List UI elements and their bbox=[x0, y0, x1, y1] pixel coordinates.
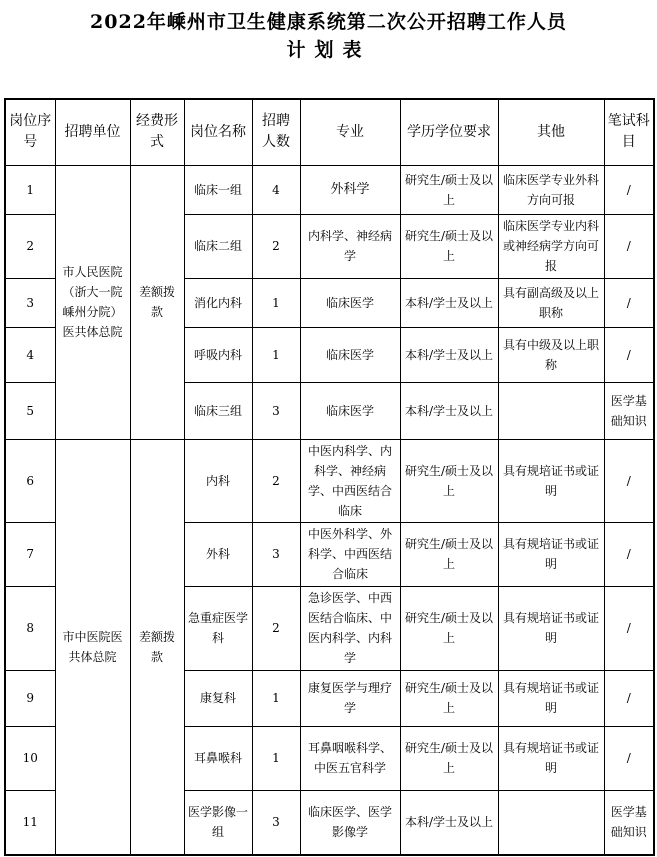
cell-funding: 差额拨款 bbox=[130, 439, 184, 855]
cell-other: 临床医学专业内科或神经病学方向可报 bbox=[498, 214, 604, 278]
cell-post: 消化内科 bbox=[184, 278, 252, 327]
cell-post: 外科 bbox=[184, 522, 252, 586]
cell-exam: / bbox=[604, 165, 654, 214]
cell-edu: 本科/学士及以上 bbox=[400, 327, 498, 382]
table-row bbox=[5, 439, 654, 522]
cell-exam: / bbox=[604, 327, 654, 382]
cell-edu: 研究生/硕士及以上 bbox=[400, 214, 498, 278]
cell-count: 3 bbox=[252, 382, 300, 439]
cell-major: 临床医学 bbox=[300, 327, 400, 382]
cell-count: 2 bbox=[252, 439, 300, 522]
cell-exam: / bbox=[604, 278, 654, 327]
header-unit: 招聘单位 bbox=[55, 99, 130, 165]
table-row bbox=[5, 165, 654, 214]
cell-other: 具有规培证书或证明 bbox=[498, 586, 604, 670]
cell-count: 3 bbox=[252, 522, 300, 586]
cell-post: 耳鼻喉科 bbox=[184, 726, 252, 790]
cell-post: 医学影像一组 bbox=[184, 790, 252, 855]
cell-other: 具有规培证书或证明 bbox=[498, 726, 604, 790]
header-seq: 岗位序号 bbox=[5, 99, 55, 165]
cell-exam: / bbox=[604, 586, 654, 670]
cell-count: 1 bbox=[252, 726, 300, 790]
cell-major: 康复医学与理疗学 bbox=[300, 670, 400, 726]
cell-exam: / bbox=[604, 670, 654, 726]
cell-other: 具有规培证书或证明 bbox=[498, 522, 604, 586]
cell-count: 4 bbox=[252, 165, 300, 214]
cell-edu: 研究生/硕士及以上 bbox=[400, 439, 498, 522]
cell-count: 1 bbox=[252, 670, 300, 726]
cell-edu: 研究生/硕士及以上 bbox=[400, 586, 498, 670]
cell-major: 外科学 bbox=[300, 165, 400, 214]
cell-count: 1 bbox=[252, 278, 300, 327]
cell-edu: 本科/学士及以上 bbox=[400, 790, 498, 855]
cell-exam: / bbox=[604, 439, 654, 522]
cell-seq: 8 bbox=[5, 586, 55, 670]
cell-exam: 医学基础知识 bbox=[604, 382, 654, 439]
header-major: 专业 bbox=[300, 99, 400, 165]
cell-post: 呼吸内科 bbox=[184, 327, 252, 382]
cell-seq: 10 bbox=[5, 726, 55, 790]
cell-major: 急诊医学、中西医结合临床、中医内科学、内科学 bbox=[300, 586, 400, 670]
cell-post: 临床一组 bbox=[184, 165, 252, 214]
cell-exam: / bbox=[604, 726, 654, 790]
header-edu: 学历学位要求 bbox=[400, 99, 498, 165]
cell-other bbox=[498, 382, 604, 439]
cell-seq: 5 bbox=[5, 382, 55, 439]
cell-other bbox=[498, 790, 604, 855]
cell-other: 具有规培证书或证明 bbox=[498, 670, 604, 726]
cell-other: 具有副高级及以上职称 bbox=[498, 278, 604, 327]
cell-post: 康复科 bbox=[184, 670, 252, 726]
cell-major: 临床医学、医学影像学 bbox=[300, 790, 400, 855]
header-funding: 经费形式 bbox=[130, 99, 184, 165]
cell-edu: 本科/学士及以上 bbox=[400, 382, 498, 439]
cell-major: 中医外科学、外科学、中西医结合临床 bbox=[300, 522, 400, 586]
cell-post: 临床二组 bbox=[184, 214, 252, 278]
cell-seq: 4 bbox=[5, 327, 55, 382]
cell-edu: 研究生/硕士及以上 bbox=[400, 670, 498, 726]
cell-seq: 11 bbox=[5, 790, 55, 855]
cell-unit: 市人民医院（浙大一院嵊州分院）医共体总院 bbox=[55, 165, 130, 439]
cell-post: 临床三组 bbox=[184, 382, 252, 439]
cell-exam: / bbox=[604, 214, 654, 278]
cell-edu: 本科/学士及以上 bbox=[400, 278, 498, 327]
cell-seq: 1 bbox=[5, 165, 55, 214]
cell-other: 具有中级及以上职称 bbox=[498, 327, 604, 382]
cell-post: 急重症医学科 bbox=[184, 586, 252, 670]
cell-edu: 研究生/硕士及以上 bbox=[400, 522, 498, 586]
page-subtitle: 计划表 bbox=[286, 39, 371, 61]
cell-funding: 差额拨款 bbox=[130, 165, 184, 439]
cell-seq: 9 bbox=[5, 670, 55, 726]
header-post: 岗位名称 bbox=[184, 99, 252, 165]
recruitment-plan-table bbox=[4, 98, 655, 856]
cell-edu: 研究生/硕士及以上 bbox=[400, 165, 498, 214]
header-count: 招聘人数 bbox=[252, 99, 300, 165]
cell-other: 具有规培证书或证明 bbox=[498, 439, 604, 522]
cell-edu: 研究生/硕士及以上 bbox=[400, 726, 498, 790]
cell-count: 3 bbox=[252, 790, 300, 855]
header-row bbox=[5, 99, 654, 165]
cell-exam: / bbox=[604, 522, 654, 586]
cell-post: 内科 bbox=[184, 439, 252, 522]
cell-other: 临床医学专业外科方向可报 bbox=[498, 165, 604, 214]
cell-seq: 3 bbox=[5, 278, 55, 327]
header-other: 其他 bbox=[498, 99, 604, 165]
cell-exam: 医学基础知识 bbox=[604, 790, 654, 855]
cell-major: 耳鼻咽喉科学、中医五官科学 bbox=[300, 726, 400, 790]
cell-count: 1 bbox=[252, 327, 300, 382]
page-title: 2022年嵊州市卫生健康系统第二次公开招聘工作人员 bbox=[90, 11, 567, 33]
cell-major: 内科学、神经病学 bbox=[300, 214, 400, 278]
cell-seq: 2 bbox=[5, 214, 55, 278]
cell-major: 中医内科学、内科学、神经病学、中西医结合临床 bbox=[300, 439, 400, 522]
cell-seq: 7 bbox=[5, 522, 55, 586]
cell-unit: 市中医院医共体总院 bbox=[55, 439, 130, 855]
cell-major: 临床医学 bbox=[300, 278, 400, 327]
cell-major: 临床医学 bbox=[300, 382, 400, 439]
cell-seq: 6 bbox=[5, 439, 55, 522]
cell-count: 2 bbox=[252, 214, 300, 278]
header-exam: 笔试科目 bbox=[604, 99, 654, 165]
cell-count: 2 bbox=[252, 586, 300, 670]
